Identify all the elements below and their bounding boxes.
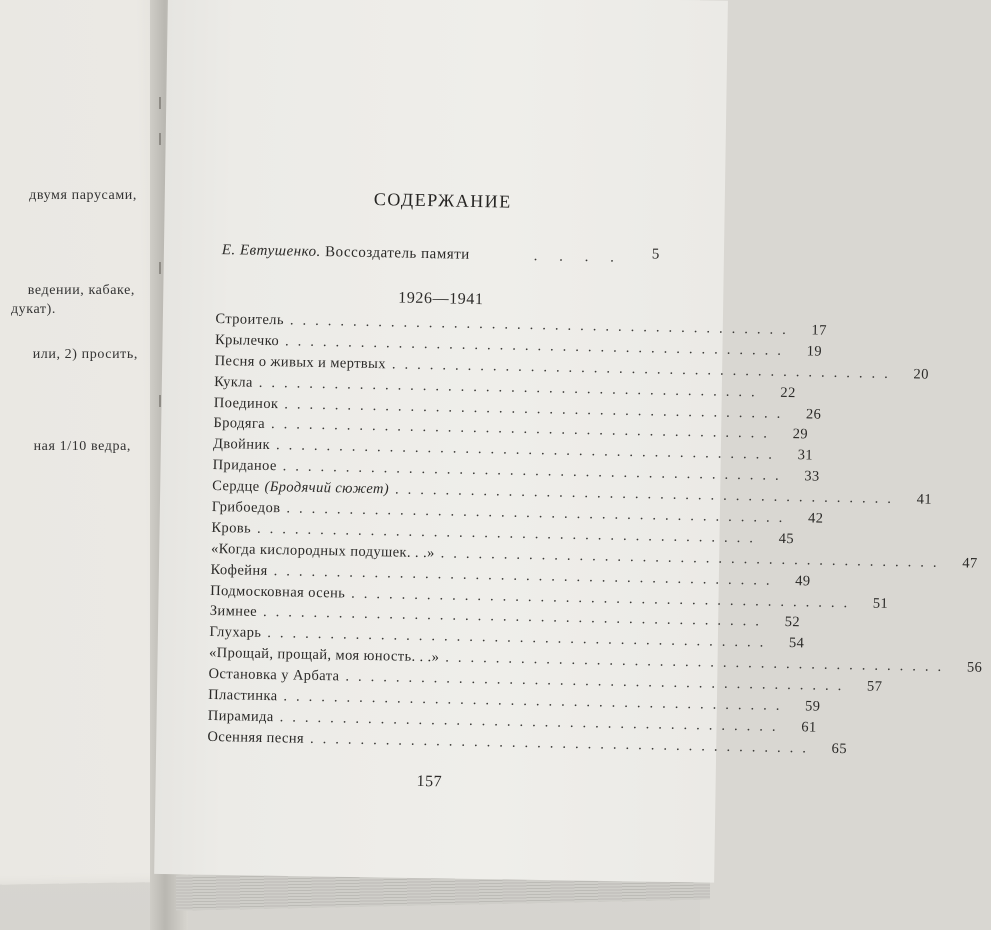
dot-leader: ........................................ — [273, 562, 779, 589]
entry-page-number: 47 — [962, 555, 978, 572]
entry-page-number: 22 — [780, 384, 796, 401]
entry-page-number: 17 — [811, 322, 827, 339]
page-number-folio: 157 — [416, 772, 443, 791]
intro-page-number: 5 — [651, 246, 660, 263]
entry-page-number: 26 — [805, 405, 822, 423]
entry-title: Бродяга — [213, 415, 266, 433]
entry-page-number: 51 — [872, 595, 889, 612]
entry-title: Остановка у Арбата — [208, 666, 340, 685]
entry-page-number: 61 — [801, 719, 817, 736]
toc-entries — [207, 310, 983, 758]
intro-author: Е. Евтушенко. — [221, 242, 321, 260]
intro-leader: . . . . — [533, 248, 624, 266]
dot-leader: ........................................ — [283, 688, 789, 715]
entry-page-number: 19 — [806, 343, 823, 360]
dot-leader: ........................................ — [282, 458, 788, 485]
entry-title: Сердце — [212, 478, 260, 495]
entry-page-number: 59 — [804, 698, 821, 715]
entry-page-number: 42 — [807, 510, 824, 527]
intro-title: Воссоздатель памяти — [324, 244, 470, 263]
entry-title: Пирамида — [207, 707, 274, 726]
entry-title: Осенняя песня — [207, 728, 305, 747]
entry-title: Грибоедов — [211, 498, 281, 517]
left-page-line: или, 2) просить, — [32, 347, 138, 362]
dot-leader: ........................................ — [440, 545, 946, 571]
entry-page-number: 54 — [788, 635, 805, 652]
entry-page-number: 29 — [792, 426, 809, 443]
dot-leader: ........................................ — [309, 730, 816, 757]
dot-leader: ........................................ — [262, 604, 769, 631]
entry-title: Пластинка — [208, 686, 278, 705]
dot-leader: ........................................ — [267, 625, 773, 652]
entry-title: Двойник — [212, 436, 271, 454]
entry-title: Приданое — [212, 457, 277, 475]
entry-page-number: 20 — [913, 366, 929, 383]
entry-title: Строитель — [215, 310, 285, 329]
dot-leader: ........................................ — [445, 649, 951, 676]
entry-title: «Когда кислородных подушек. . .» — [210, 540, 435, 562]
entry-title: Кукла — [214, 373, 253, 391]
binding-stitch — [159, 262, 161, 274]
entry-page-number: 33 — [804, 468, 820, 485]
left-page-line: двумя парусами, — [29, 188, 137, 203]
binding-stitch — [159, 133, 161, 145]
entry-title: «Прощай, прощай, моя юность. . .» — [208, 645, 440, 666]
entry-page-number: 31 — [797, 447, 814, 464]
dot-leader: ........................................ — [275, 437, 782, 464]
dot-leader: ........................................ — [345, 668, 851, 695]
entry-page-number: 65 — [831, 740, 848, 757]
dot-leader: ........................................ — [394, 481, 901, 508]
left-page-line: ведении, кабаке, — [27, 283, 135, 298]
entry-title: Поединок — [213, 394, 279, 412]
entry-title: Песня о живых и мертвых — [214, 352, 387, 373]
entry-title: Зимнее — [209, 603, 258, 621]
section-heading: 1926—1941 — [398, 289, 484, 309]
dot-leader: ........................................ — [351, 585, 857, 611]
entry-page-number: 57 — [866, 678, 883, 695]
entry-page-number: 56 — [966, 659, 983, 677]
dot-leader: ........................................ — [258, 374, 764, 401]
dot-leader: ........................................ — [284, 333, 791, 359]
dot-leader: ........................................ — [256, 520, 763, 547]
entry-title: Глухарь — [209, 624, 262, 642]
entry-title: Подмосковная осень — [210, 582, 346, 602]
entry-page-number: 45 — [778, 530, 795, 548]
toc-title: СОДЕРЖАНИЕ — [373, 188, 512, 212]
dot-leader: ........................................ — [289, 312, 795, 339]
entry-page-number: 41 — [916, 491, 933, 508]
left-page-line: дукат). — [10, 302, 56, 317]
left-page-text — [0, 0, 175, 880]
left-page-line: ная 1/10 ведра, — [33, 439, 131, 454]
entry-subtitle: (Бродячий сюжет) — [264, 479, 390, 498]
entry-page-number: 49 — [795, 572, 811, 590]
entry-title: Кровь — [211, 519, 252, 537]
dot-leader: ........................................ — [284, 395, 790, 422]
dot-leader: ........................................ — [279, 709, 785, 735]
binding-stitch — [159, 97, 161, 109]
entry-page-number: 52 — [784, 614, 801, 631]
entry-title: Крылечко — [214, 331, 280, 350]
dot-leader: ........................................ — [270, 416, 777, 443]
entry-title: Кофейня — [210, 561, 268, 579]
dot-leader: ........................................ — [286, 500, 792, 527]
dot-leader: ........................................ — [391, 356, 897, 382]
